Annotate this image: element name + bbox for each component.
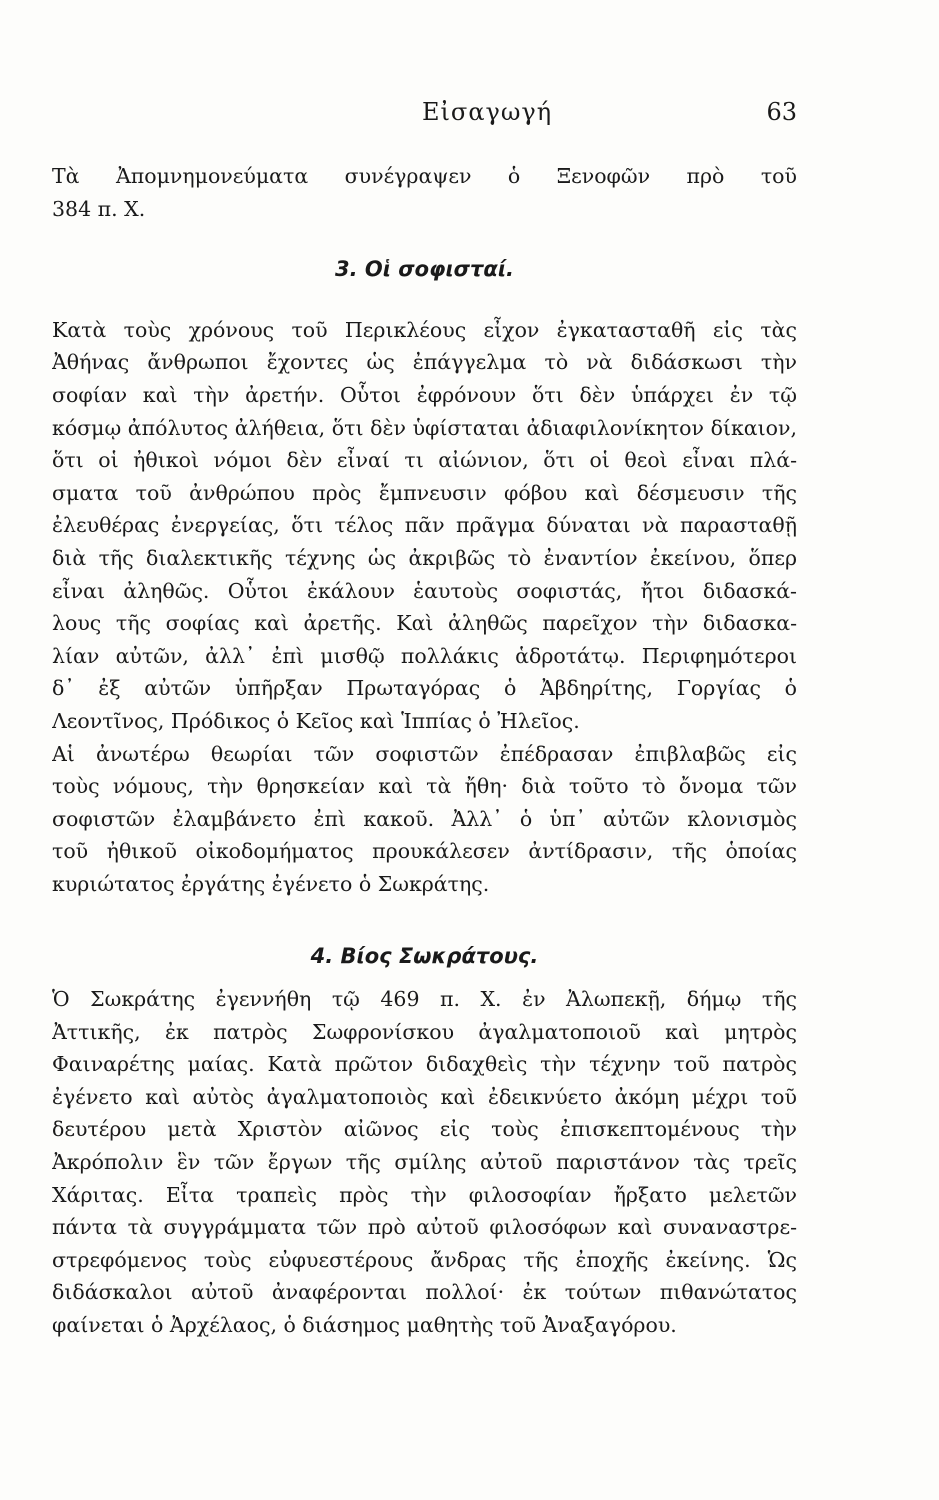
text-line: Ὁ Σωκράτης ἐγεννήθη τῷ 469 π. Χ. ἐν Ἀλωπεκῇ, δήμῳ τῆς bbox=[52, 987, 797, 1012]
paragraph-sophists-influence bbox=[52, 738, 797, 901]
text-line: σματα τοῦ ἀνθρώπου πρὸς ἔμπνευσιν φόβου καὶ δέσμευσιν τῆς bbox=[52, 480, 797, 505]
text-line: τοὺς νόμους, τὴν θρησκείαν καὶ τὰ ἤθη· διὰ τοῦτο τὸ ὄνομα τῶν bbox=[52, 774, 797, 799]
text-line: στρεφόμενος τοὺς εὐφυεστέρους ἄνδρας τῆς ἐποχῆς ἐκείνης. Ὡς bbox=[52, 1247, 797, 1272]
text-line: ὅτι οἱ ἠθικοὶ νόμοι δὲν εἶναί τι αἰώνιον, ὅτι οἱ θεοὶ εἶναι πλά- bbox=[52, 448, 797, 473]
running-head bbox=[52, 98, 797, 132]
text-line: Χάριτας. Εἶτα τραπεὶς πρὸς τὴν φιλοσοφίαν ἤρξατο μελετῶν bbox=[52, 1182, 797, 1207]
text-line: κυριώτατος ἐργάτης ἐγένετο ὁ Σωκράτης. bbox=[52, 871, 490, 896]
text-line: ἐγένετο καὶ αὐτὸς ἀγαλματοποιὸς καὶ ἐδεικνύετο ἀκόμη μέχρι τοῦ bbox=[52, 1084, 797, 1109]
text-line: Φαιναρέτης μαίας. Κατὰ πρῶτον διδαχθεὶς τὴν τέχνην τοῦ πατρὸς bbox=[52, 1052, 797, 1077]
text-line: Λεοντῖνος, Πρόδικος ὁ Κεῖος καὶ Ἱππίας ὁ Ἠλεῖος. bbox=[52, 708, 580, 733]
text-line: φαίνεται ὁ Ἀρχέλαος, ὁ διάσημος μαθητὴς τοῦ Ἀναξαγόρου. bbox=[52, 1313, 677, 1337]
text-line: διδάσκαλοι αὐτοῦ ἀναφέρονται πολλοί· ἐκ τούτων πιθανώτατος bbox=[52, 1280, 797, 1305]
text-line: πάντα τὰ συγγράμματα τῶν πρὸ αὐτοῦ φιλοσόφων καὶ συναναστρε- bbox=[52, 1215, 797, 1240]
text-line: Κατὰ τοὺς χρόνους τοῦ Περικλέους εἶχον ἐγκατασταθῆ εἰς τὰς bbox=[52, 317, 797, 342]
running-title: Εἰσαγωγή bbox=[422, 98, 553, 126]
paragraph-socrates bbox=[52, 983, 797, 1342]
section-heading-sophists: 3. Οἱ σοφισταί. bbox=[335, 257, 514, 282]
text-line: σοφιστῶν ἐλαμβάνετο ἐπὶ κακοῦ. Ἀλλ᾽ ὁ ὑπ᾽ αὐτῶν κλονισμὸς bbox=[52, 806, 797, 831]
text-line: δ᾽ ἐξ αὐτῶν ὑπῆρξαν Πρωταγόρας ὁ Ἀβδηρίτης, Γοργίας ὁ bbox=[52, 676, 797, 701]
text-line: 384 π. Χ. bbox=[52, 196, 146, 221]
text-line: λους τῆς σοφίας καὶ ἀρετῆς. Καὶ ἀληθῶς παρεῖχον τὴν διδασκα- bbox=[52, 611, 797, 636]
paragraph-sophists bbox=[52, 314, 797, 738]
text-line: Τὰ Ἀπομνημονεύματα συνέγραψεν ὁ Ξενοφῶν πρὸ τοῦ bbox=[52, 164, 797, 188]
text-line: σοφίαν καὶ τὴν ἀρετήν. Οὗτοι ἐφρόνουν ὅτι δὲν ὑπάρχει ἐν τῷ bbox=[52, 382, 797, 407]
text-line: δευτέρου μετὰ Χριστὸν αἰῶνος εἰς τοὺς ἐπισκεπτομένους τὴν bbox=[52, 1117, 797, 1142]
text-line: Ἀκρόπολιν ἓν τῶν ἔργων τῆς σμίλης αὐτοῦ παριστάνον τὰς τρεῖς bbox=[52, 1150, 797, 1175]
text-line: κόσμῳ ἀπόλυτος ἀλήθεια, ὅτι δὲν ὑφίσταται ἀδιαφιλονίκητον δίκαιον, bbox=[52, 415, 797, 440]
section-heading-socrates: 4. Βίος Σωκράτους. bbox=[310, 944, 539, 969]
text-line: διὰ τῆς διαλεκτικῆς τέχνης ὡς ἀκριβῶς τὸ ἐναντίον ἐκείνου, ὅπερ bbox=[52, 545, 797, 570]
text-line: Ἀθήνας ἄνθρωποι ἔχοντες ὡς ἐπάγγελμα τὸ νὰ διδάσκωσι τὴν bbox=[52, 350, 797, 375]
text-line: Ἀττικῆς, ἐκ πατρὸς Σωφρονίσκου ἀγαλματοποιοῦ καὶ μητρὸς bbox=[52, 1019, 797, 1044]
paragraph-xenophon bbox=[52, 160, 797, 225]
page-number: 63 bbox=[766, 98, 797, 126]
text-line: εἶναι ἀληθῶς. Οὗτοι ἐκάλουν ἑαυτοὺς σοφιστάς, ἤτοι διδασκά- bbox=[52, 578, 797, 603]
text-line: τοῦ ἠθικοῦ οἰκοδομήματος προυκάλεσεν ἀντίδρασιν, τῆς ὁποίας bbox=[52, 839, 797, 864]
body-text bbox=[52, 160, 797, 1342]
text-line: λίαν αὐτῶν, ἀλλ᾽ ἐπὶ μισθῷ πολλάκις ἁδροτάτῳ. Περιφημότεροι bbox=[52, 643, 797, 668]
text-line: Αἱ ἀνωτέρω θεωρίαι τῶν σοφιστῶν ἐπέδρασαν ἐπιβλαβῶς εἰς bbox=[52, 741, 797, 766]
text-line: ἐλευθέρας ἐνεργείας, ὅτι τέλος πᾶν πρᾶγμα δύναται νὰ παρασταθῇ bbox=[52, 513, 797, 538]
